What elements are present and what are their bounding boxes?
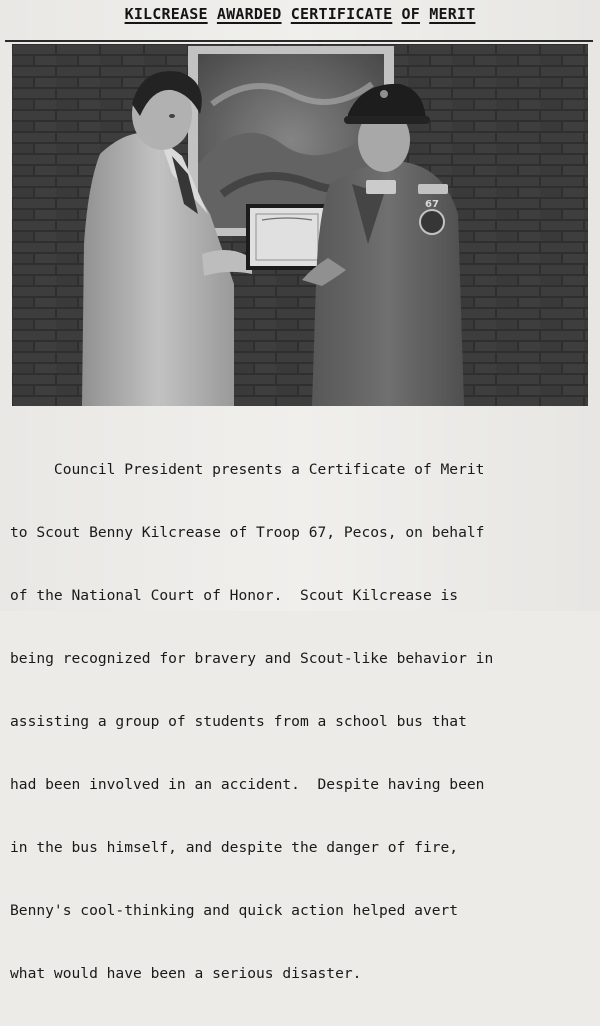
headline-word: CERTIFICATE bbox=[290, 5, 393, 23]
caption-line: of the National Court of Honor. Scout Kilcrease is bbox=[10, 587, 459, 604]
caption-line: Benny's cool-thinking and quick action helped avert bbox=[10, 902, 459, 919]
caption-line: being recognized for bravery and Scout-like behavior in bbox=[10, 650, 494, 667]
caption-line: assisting a group of students from a school bus that bbox=[10, 713, 467, 730]
caption-line: what would have been a serious disaster. bbox=[10, 965, 362, 982]
headline bbox=[0, 5, 600, 23]
headline-word: KILCREASE bbox=[124, 5, 208, 23]
headline-word: OF bbox=[401, 5, 421, 23]
troop-patch-number: 67 bbox=[425, 199, 439, 210]
divider-rule bbox=[5, 40, 593, 42]
caption-line: to Scout Benny Kilcrease of Troop 67, Pecos, on behalf bbox=[10, 524, 485, 541]
headline-word: AWARDED bbox=[216, 5, 282, 23]
news-photo bbox=[12, 44, 588, 406]
caption-line: Council President presents a Certificate of Merit bbox=[10, 461, 485, 478]
headline-word: MERIT bbox=[429, 5, 476, 23]
caption-line: had been involved in an accident. Despite having been bbox=[10, 776, 485, 793]
photo-caption bbox=[10, 417, 594, 1026]
caption-line: in the bus himself, and despite the danger of fire, bbox=[10, 839, 459, 856]
photo-illustration bbox=[12, 44, 588, 406]
